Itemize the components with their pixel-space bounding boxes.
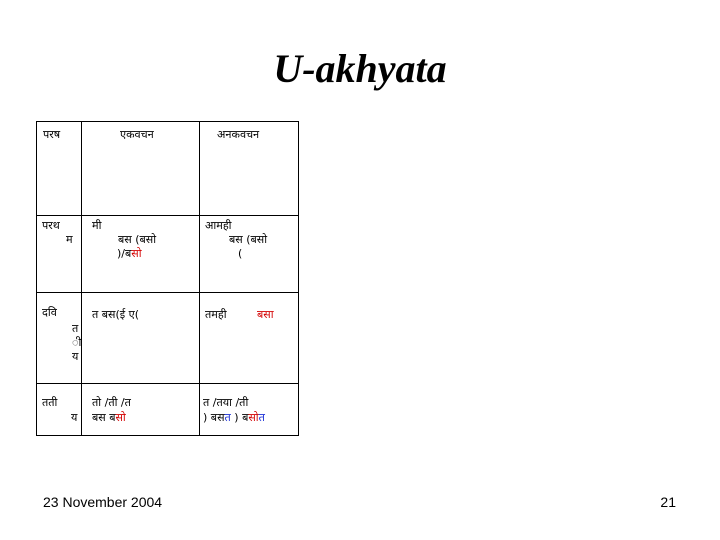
plural-pronouns: त /तया /ती [203, 396, 249, 409]
person-first-suffix: म [66, 233, 73, 246]
plural-pronoun: तमही [205, 308, 227, 321]
singular-pronoun: मी [92, 219, 102, 232]
footer-date: 23 November 2004 [43, 494, 163, 510]
plural-pronoun: आमही [205, 219, 232, 232]
highlight-red: सो [248, 411, 259, 424]
singular-form-cont: )/बसो [117, 247, 142, 260]
singular-pronouns: तो /ती /त [92, 396, 131, 409]
plural-form-red: बसा [257, 308, 274, 321]
person-second: दवि [42, 306, 57, 319]
singular-form: बस (बसो [118, 233, 157, 246]
column-divider [81, 122, 82, 435]
person-third: तती [42, 396, 58, 409]
plural-form-cont: ( [238, 247, 243, 260]
person-first: परथ [42, 219, 60, 232]
plural-form: ) बसत ) बसोत [203, 411, 265, 424]
singular-form: बस बसो [92, 411, 126, 424]
person-second-part: य [72, 350, 79, 363]
person-second-part: त [72, 322, 79, 335]
row-divider [37, 383, 298, 384]
highlight-blue: त [224, 411, 231, 424]
header-person: परष [43, 128, 61, 141]
slide-title: U-akhyata [273, 46, 447, 91]
column-divider [199, 122, 200, 435]
person-third-suffix: य [71, 411, 78, 424]
person-second-part: ी [72, 336, 82, 349]
plural-form: बस (बसो [229, 233, 268, 246]
row-divider [37, 215, 298, 216]
highlight-red: सो [131, 247, 142, 260]
header-singular: एकवचन [120, 128, 154, 141]
highlight-blue: त [258, 411, 265, 424]
page-number: 21 [660, 494, 676, 510]
header-plural: अनकवचन [217, 128, 260, 141]
row-divider [37, 292, 298, 293]
conjugation-table [36, 121, 299, 436]
highlight-red: सो [115, 411, 126, 424]
singular-form: त बस(ई ए( [92, 308, 140, 321]
